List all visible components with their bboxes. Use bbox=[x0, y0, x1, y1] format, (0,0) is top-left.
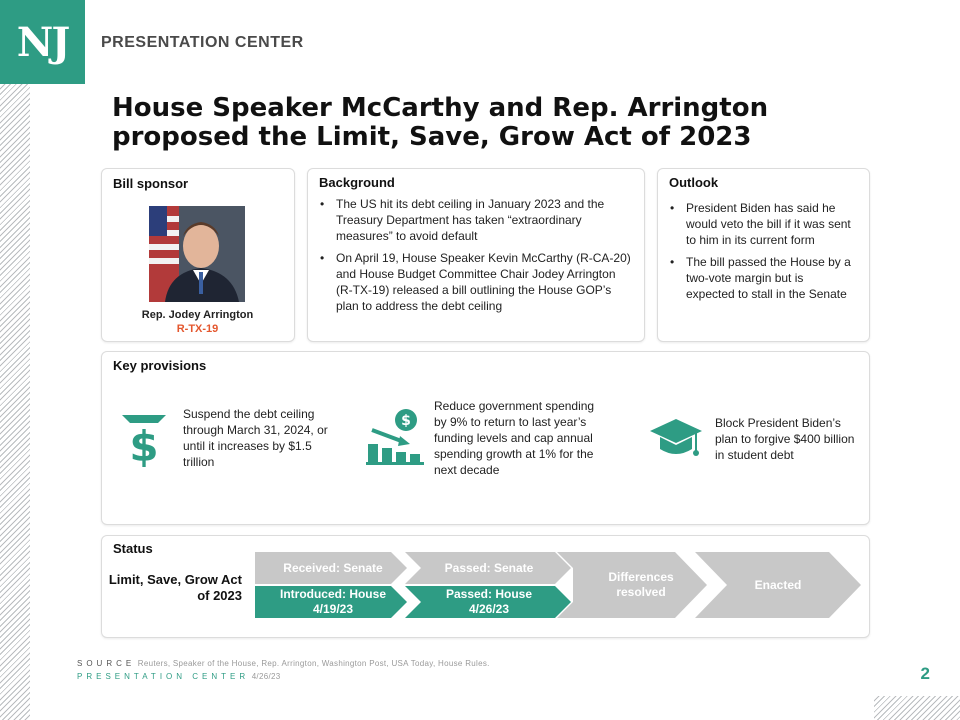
decorative-hatch-left bbox=[0, 84, 30, 720]
list-item: • President Biden has said he would veto the bill if it was sent to him in its current form bbox=[668, 200, 854, 248]
list-item: • On April 19, House Speaker Kevin McCarthy (R-CA-20) and House Budget Committee Chair Jodey Arrington (R-TX-19) released a bill outlining the House GOP’s plan to address the debt ceiling bbox=[318, 250, 632, 314]
step-label: Enacted bbox=[754, 577, 802, 592]
graduation-cap-icon bbox=[648, 417, 704, 468]
background-heading: Background bbox=[319, 175, 395, 190]
sponsor-district: R-TX-19 bbox=[176, 323, 219, 335]
status-heading: Status bbox=[113, 541, 153, 556]
outlook-heading: Outlook bbox=[669, 175, 719, 190]
outlook-list bbox=[668, 200, 854, 308]
step-label: Differences resolved bbox=[608, 570, 674, 599]
spending-decline-icon bbox=[364, 408, 426, 471]
dollar-ceiling-icon bbox=[118, 411, 170, 472]
decorative-hatch-bottom-right bbox=[874, 696, 960, 720]
list-item: • The US hit its debt ceiling in January 2023 and the Treasury Department has taken “extraordinary measures” to avoid default bbox=[318, 196, 632, 244]
source-text: Reuters, Speaker of the House, Rep. Arrington, Washington Post, USA Today, House Rules. bbox=[137, 659, 490, 668]
footer-center bbox=[77, 672, 280, 681]
sponsor-name: Rep. Jodey Arrington bbox=[141, 309, 254, 321]
provision-text: Reduce government spending by 9% to return to last year’s funding levels and cap annual spending growth at 1% for the next decade bbox=[434, 399, 595, 477]
sponsor-photo bbox=[149, 206, 245, 302]
footer-date: 4/26/23 bbox=[251, 672, 281, 681]
step-label: Passed: House 4/26/23 bbox=[445, 587, 533, 616]
nj-logo: NJ bbox=[0, 0, 85, 84]
center-label: PRESENTATION CENTER bbox=[77, 672, 250, 681]
brand-name: PRESENTATION CENTER bbox=[101, 34, 304, 51]
status-bill-name: Limit, Save, Grow Act of 2023 bbox=[108, 572, 242, 603]
list-item: • The bill passed the House by a two-vote margin but is expected to stall in the Senate bbox=[668, 254, 854, 302]
provisions-heading: Key provisions bbox=[113, 358, 207, 373]
step-label: Received: Senate bbox=[283, 560, 383, 575]
step-label: Introduced: House 4/19/23 bbox=[279, 587, 386, 616]
provision-text: Suspend the debt ceiling through March 31, 2024, or until it increases by $1.5 trillion bbox=[183, 407, 328, 469]
sponsor-heading: Bill sponsor bbox=[113, 176, 189, 191]
page-number: 2 bbox=[920, 664, 930, 683]
step-label: Passed: Senate bbox=[444, 560, 534, 575]
svg-text:$: $ bbox=[129, 422, 159, 467]
footer-source bbox=[77, 659, 490, 668]
provision-text: Block President Biden’s plan to forgive $400 billion in student debt bbox=[715, 416, 855, 462]
background-list bbox=[318, 196, 632, 320]
slide-title: House Speaker McCarthy and Rep. Arrington proposed the Limit, Save, Grow Act of 2023 bbox=[112, 93, 769, 152]
source-label: SOURCE bbox=[77, 659, 136, 668]
svg-text:$: $ bbox=[401, 413, 411, 429]
